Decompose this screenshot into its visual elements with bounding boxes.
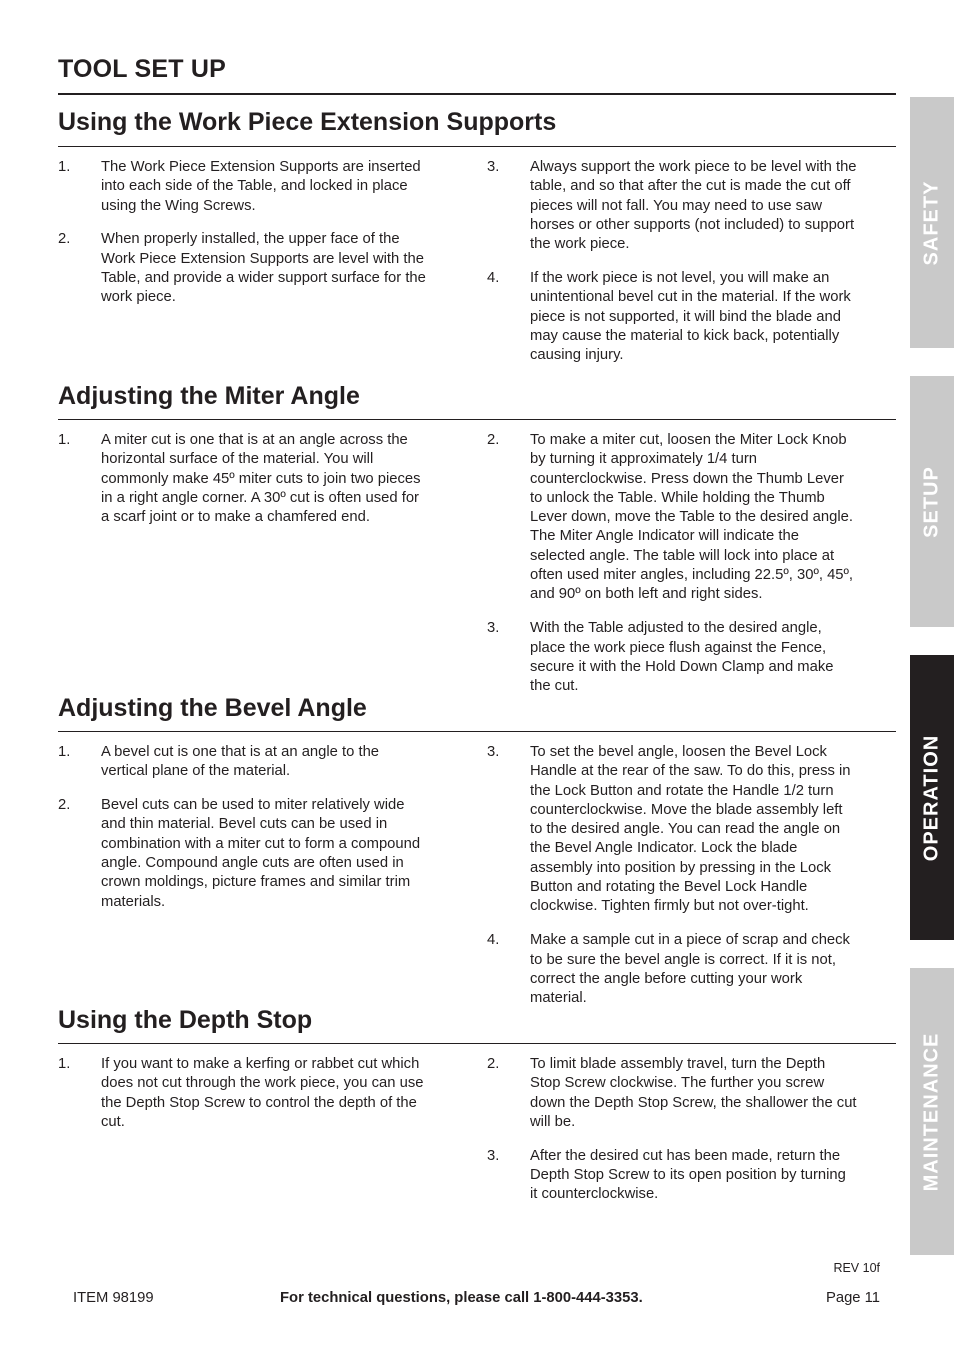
list-item xyxy=(487,1147,857,1205)
item-number: 3. xyxy=(487,620,500,637)
section-rule xyxy=(58,146,896,147)
list-item xyxy=(58,158,426,216)
header-rule xyxy=(58,93,896,95)
tab-label: OPERATION xyxy=(920,734,943,861)
item-number: 2. xyxy=(487,1056,500,1072)
section-title-extension-supports: Using the Work Piece Extension Supports xyxy=(58,108,557,136)
list-item xyxy=(58,230,426,307)
list-item xyxy=(487,1055,857,1132)
section-right-column xyxy=(487,743,857,1023)
item-number: 2. xyxy=(58,797,71,814)
item-text: The Work Piece Extension Supports are inserted into each side of the Table, and locked in place using the Wing Screws. xyxy=(101,159,421,214)
item-number: 2. xyxy=(58,231,71,248)
item-number: 1. xyxy=(58,432,71,448)
section-title-miter-angle: Adjusting the Miter Angle xyxy=(58,382,360,410)
tab-setup[interactable] xyxy=(910,376,954,627)
item-text: Bevel cuts can be used to miter relatively wide and thin material. Bevel cuts can be used in combination with a miter cut to form a compound angle. Compound angle cuts are often used in crown moldings, picture frames and similar trim materials. xyxy=(101,797,421,910)
section-right-column xyxy=(487,1055,857,1219)
list-item xyxy=(487,931,857,1008)
list-item xyxy=(487,431,857,605)
tab-label: SETUP xyxy=(920,465,943,538)
tab-operation[interactable] xyxy=(910,655,954,940)
tab-label: MAINTENANCE xyxy=(920,1032,943,1191)
item-number: 4. xyxy=(487,270,500,287)
item-text: To make a miter cut, loosen the Miter Lock Knob by turning it approximately 1/4 turn counterclockwise. Press down the Thumb Lever to unlock the Table. While holding the Thumb Lever down, move the Table to the desired angle. The Miter Angle Indicator will indicate the selected angle. The table will lock into place at often used miter angles, including 22.5º, 30º, 45º, and 90º on both left and right sides. xyxy=(530,432,854,603)
item-number: 3. xyxy=(487,744,500,760)
item-text: A bevel cut is one that is at an angle to the vertical plane of the material. xyxy=(101,744,380,780)
item-number: 3. xyxy=(487,159,500,175)
section-title-depth-stop: Using the Depth Stop xyxy=(58,1006,313,1034)
support-phone-text: For technical questions, please call 1-800-444-3353. xyxy=(280,1290,643,1306)
section-left-column xyxy=(58,1055,426,1147)
item-number: 1. xyxy=(58,744,71,760)
tab-safety[interactable] xyxy=(910,97,954,348)
page-title: TOOL SET UP xyxy=(58,55,226,83)
section-rule xyxy=(58,419,896,420)
list-item xyxy=(58,743,426,782)
list-item xyxy=(58,431,426,527)
item-text: A miter cut is one that is at an angle across the horizontal surface of the material. You will commonly make 45º miter cuts to join two pieces in a right angle corner. A 30º cut is often used for a scarf joint or to make a chamfered end. xyxy=(101,432,421,526)
item-number-label: ITEM 98199 xyxy=(73,1290,154,1306)
item-text: When properly installed, the upper face of the Work Piece Extension Supports are level with the Table, and provide a wider support surface for the work piece. xyxy=(101,231,426,306)
list-item xyxy=(487,269,857,365)
item-text: Make a sample cut in a piece of scrap and check to be sure the bevel angle is correct. If it is not, correct the angle before cutting your work material. xyxy=(530,932,850,1007)
section-right-column xyxy=(487,158,857,380)
section-left-column xyxy=(58,158,426,322)
item-number: 1. xyxy=(58,1056,71,1072)
item-text: If the work piece is not level, you will make an unintentional bevel cut in the material. If the work piece is not supported, it will bind the blade and may cause the material to kick back, potentially causing injury. xyxy=(530,270,851,364)
item-number: 2. xyxy=(487,432,500,448)
list-item xyxy=(58,1055,426,1132)
item-text: To limit blade assembly travel, turn the Depth Stop Screw clockwise. The further you screw down the Depth Stop Screw, the shallower the cut will be. xyxy=(530,1056,857,1130)
revision-label: REV 10f xyxy=(833,1261,880,1275)
item-text: If you want to make a kerfing or rabbet cut which does not cut through the work piece, you can use the Depth Stop Screw to control the depth of the cut. xyxy=(101,1056,424,1130)
section-rule xyxy=(58,731,896,732)
page-number: Page 11 xyxy=(825,1290,880,1306)
item-text: To set the bevel angle, loosen the Bevel Lock Handle at the rear of the saw. To do this, press in the Lock Button and rotate the Handle 1/2 turn counterclockwise. Move the blade assembly left to the desired angle. You can read the angle on the Bevel Angle Indicator. Lock the blade assembly into position by pressing in the Lock Button and rotating the Bevel Lock Handle clockwise. Tighten firmly but not over-tight. xyxy=(530,744,851,915)
tab-label: SAFETY xyxy=(920,180,943,265)
item-text: With the Table adjusted to the desired angle, place the work piece flush against the Fence, secure it with the Hold Down Clamp and make the cut. xyxy=(530,620,834,695)
item-number: 4. xyxy=(487,932,500,949)
list-item xyxy=(487,619,857,696)
list-item xyxy=(487,158,857,254)
section-right-column xyxy=(487,431,857,711)
item-number: 1. xyxy=(58,159,71,175)
section-rule xyxy=(58,1043,896,1044)
list-item xyxy=(487,743,857,917)
section-left-column xyxy=(58,431,426,542)
item-text: Always support the work piece to be level with the table, and so that after the cut is made the cut off pieces will not fall. You may need to use saw horses or other supports (not included) to support the work piece. xyxy=(530,159,857,253)
section-title-bevel-angle: Adjusting the Bevel Angle xyxy=(58,694,367,722)
item-text: After the desired cut has been made, return the Depth Stop Screw to its open position by turning it counterclockwise. xyxy=(530,1147,846,1203)
item-number: 3. xyxy=(487,1147,500,1164)
section-left-column xyxy=(58,743,426,927)
tab-maintenance[interactable] xyxy=(910,968,954,1255)
list-item xyxy=(58,796,426,912)
